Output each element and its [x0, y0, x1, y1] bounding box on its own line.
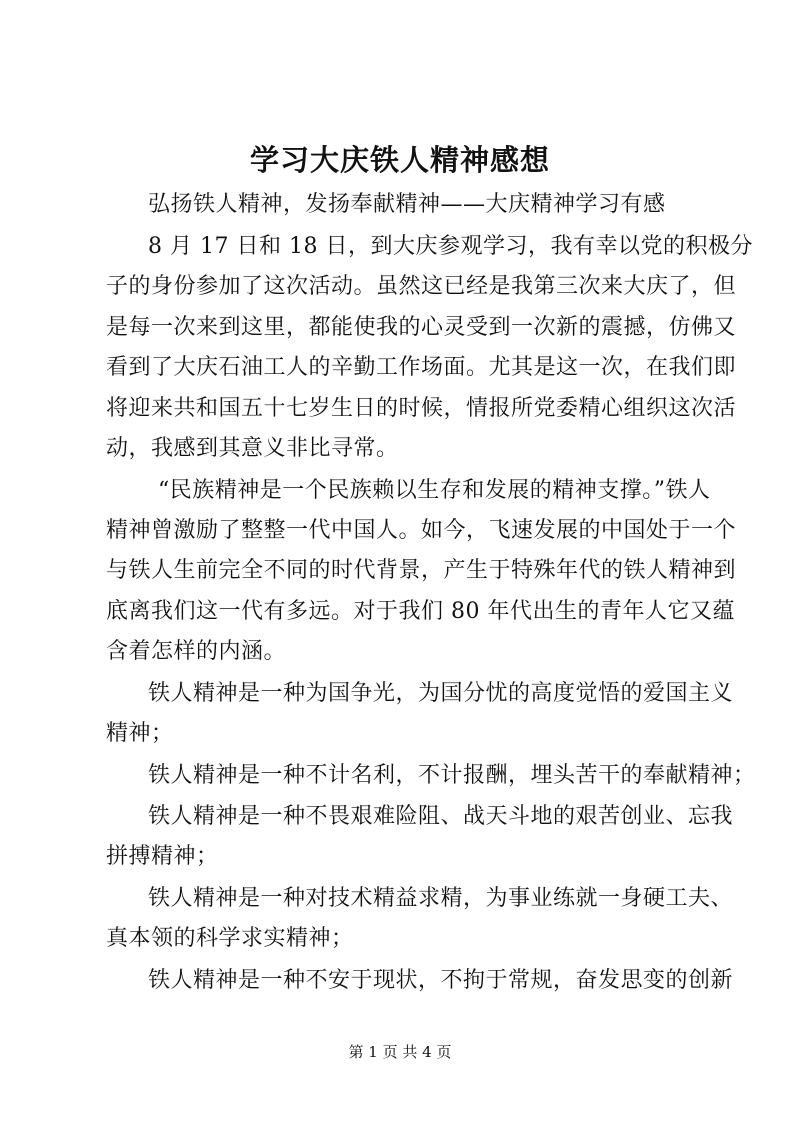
paragraph-line: 看到了大庆石油工人的辛勤工作场面。尤其是这一次，在我们即 [106, 355, 737, 380]
paragraph-line: 精神曾激励了整整一代中国人。如今，飞速发展的中国处于一个 [106, 518, 737, 543]
paragraph-line: 铁人精神是一种对技术精益求精，为事业练就一身硬工夫、 [148, 886, 734, 911]
paragraph-line: 铁人精神是一种为国争光，为国分忧的高度觉悟的爱国主义 [148, 681, 734, 706]
paragraph-line: 底离我们这一代有多远。对于我们 80 年代出生的青年人它又蕴 [106, 599, 735, 624]
paragraph-line: 真本领的科学求实精神； [106, 926, 354, 951]
page-title: 学习大庆铁人精神感想 [249, 143, 550, 177]
paragraph-line: 拼搏精神； [106, 844, 219, 869]
paragraph-line: 8 月 17 日和 18 日，到大庆参观学习，我有幸以党的积极分 [148, 234, 753, 259]
paragraph-line: 铁人精神是一种不安于现状，不拘于常规，奋发思变的创新 [148, 968, 734, 993]
page-number-footer: 第 1 页 共 4 页 [348, 1043, 452, 1061]
paragraph-line: 动，我感到其意义非比寻常。 [106, 436, 399, 461]
paragraph-line: 子的身份参加了这次活动。虽然这已经是我第三次来大庆了，但 [106, 274, 737, 299]
paragraph-line: 与铁人生前完全不同的时代背景，产生于特殊年代的铁人精神到 [106, 558, 737, 583]
paragraph-line: 铁人精神是一种不畏艰难险阻、战天斗地的艰苦创业、忘我 [148, 804, 734, 829]
paragraph-line: 将迎来共和国五十七岁生日的时候，情报所党委精心组织这次活 [106, 396, 737, 421]
paragraph-line: 是每一次来到这里，都能使我的心灵受到一次新的震撼，仿佛又 [106, 315, 737, 340]
paragraph-line: 精神； [106, 721, 174, 746]
paragraph-line: 铁人精神是一种不计名利，不计报酬，埋头苦干的奉献精神； [148, 763, 756, 788]
paragraph-line: “民族精神是一个民族赖以生存和发展的精神支撑。”铁人 [158, 478, 711, 503]
paragraph-line: 含着怎样的内涵。 [106, 639, 287, 664]
subtitle: 弘扬铁人精神，发扬奉献精神——大庆精神学习有感 [148, 192, 666, 217]
